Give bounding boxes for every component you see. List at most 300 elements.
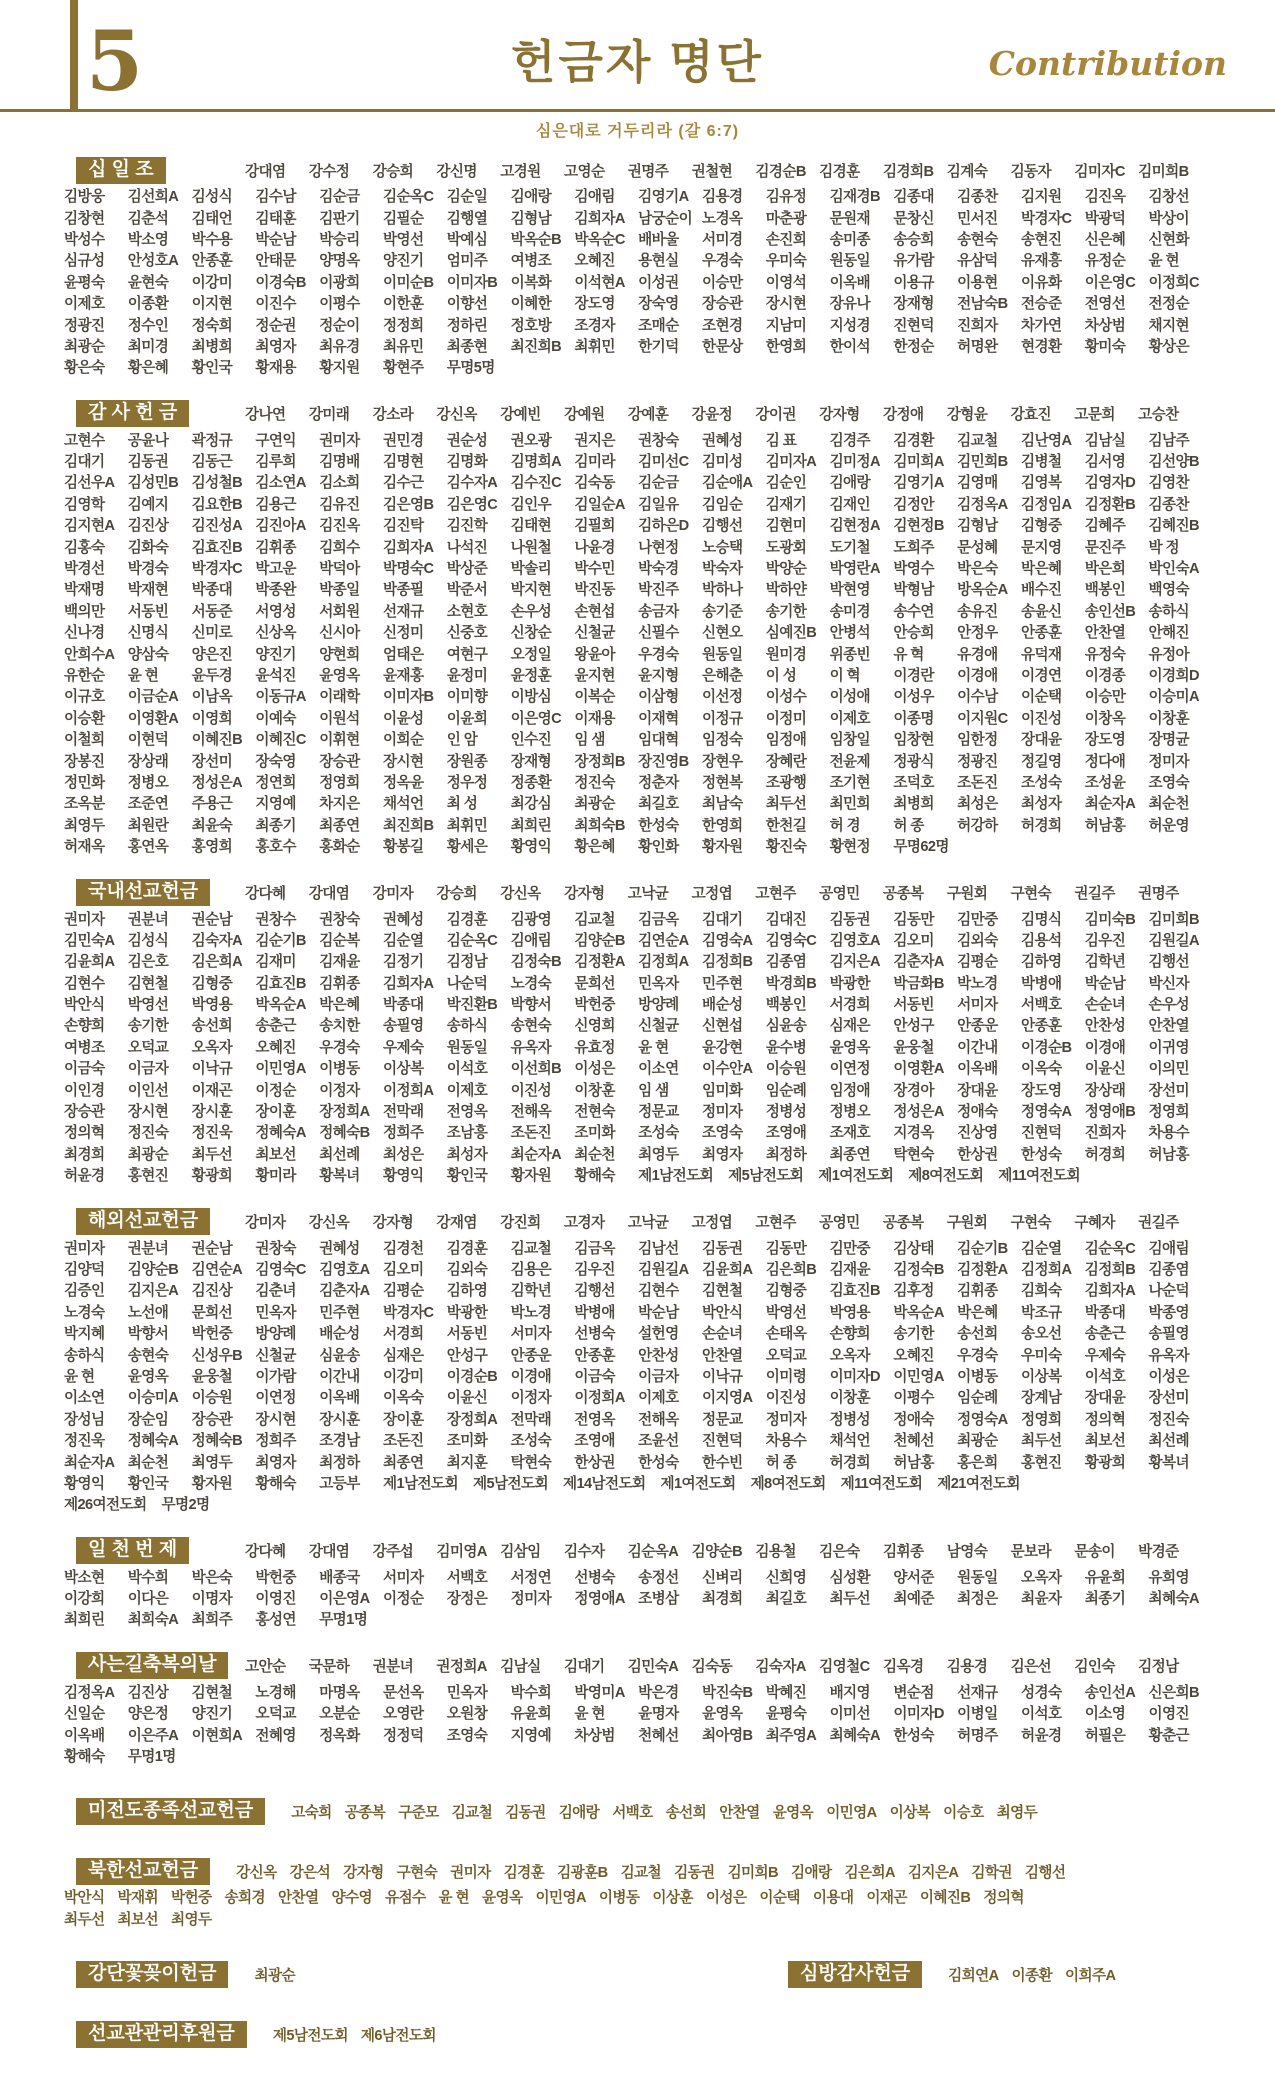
donor-name: 정진욱 [191, 1125, 233, 1142]
donor-name: 임정애 [765, 732, 807, 749]
donor-name: 이민영A [255, 1061, 306, 1078]
donor-name: 김명배 [319, 454, 360, 471]
donor-name: 최희숙A [127, 1612, 179, 1629]
donor-name: 김평순 [382, 1283, 424, 1300]
donor-name: 안성호A [127, 253, 179, 270]
donor-name: 강대염 [308, 885, 350, 902]
donor-name: 최보선 [117, 1911, 158, 1928]
donor-name: 권지은 [574, 432, 615, 449]
donor-name: 전영옥 [574, 1411, 615, 1428]
donor-name: 김창현 [64, 210, 105, 227]
donor-name: 신현화 [1148, 231, 1190, 248]
donor-name: 정춘자 [638, 774, 679, 791]
donor-name: 제5남전도회 [728, 1168, 804, 1185]
donor-name: 최두선 [829, 1591, 871, 1608]
donor-name: 고숙희 [291, 1804, 332, 1821]
donor-name: 권혜성 [319, 1240, 360, 1257]
donor-name: 박지현 [510, 582, 552, 599]
donor-name: 윤평숙 [765, 1706, 807, 1723]
donor-name: 우경숙 [638, 646, 679, 663]
donor-name: 차용수 [765, 1433, 807, 1450]
donor-name: 허윤경 [1020, 1727, 1062, 1744]
section-label-slot [64, 400, 245, 427]
donor-name: 김미희B [1148, 911, 1199, 928]
donor-name: 황해숙 [255, 1475, 296, 1492]
donor-name: 오옥자 [829, 1347, 871, 1364]
donor-name: 최희린 [510, 817, 552, 834]
donor-name: 김동권 [701, 1240, 743, 1257]
donor-name: 제1여전도회 [660, 1475, 736, 1492]
donor-name: 윤평숙 [64, 274, 105, 291]
donor-name: 김경순B [755, 163, 806, 180]
donor-name: 윤 현 [127, 668, 159, 684]
donor-name: 김종찬 [957, 189, 998, 206]
donor-name: 이미자D [829, 1368, 880, 1385]
donor-name: 장이훈 [382, 1411, 424, 1428]
donor-name: 이경애 [957, 668, 998, 684]
donor-name: 조준연 [127, 796, 169, 813]
donor-name: 이동규A [255, 689, 306, 706]
donor-name: 김윤희A [64, 954, 115, 971]
donor-name: 정문교 [701, 1411, 743, 1428]
section-label: 감 사 헌 금 [76, 400, 189, 427]
donor-name: 김용근 [255, 496, 296, 513]
donor-name: 신필수 [638, 625, 679, 642]
donor-name: 유옥자 [510, 1039, 552, 1056]
donor-name: 문송이 [1074, 1543, 1115, 1560]
donor-name: 김정옥A [64, 1684, 115, 1701]
donor-name: 송금자 [638, 603, 679, 620]
donor-name: 송기한 [765, 603, 807, 620]
donor-name: 서백호 [446, 1569, 488, 1586]
donor-name: 전혜영 [255, 1727, 296, 1744]
donor-name: 윤두경 [191, 668, 233, 684]
donor-name: 김정기 [382, 954, 424, 971]
donor-name: 이옥배 [64, 1727, 105, 1744]
donor-name: 최광순 [64, 338, 105, 355]
donor-name: 조경자 [574, 317, 615, 334]
donor-name: 윤 현 [1148, 253, 1179, 270]
donor-name: 이미자B [382, 689, 434, 706]
donor-name: 임미화 [701, 1082, 743, 1099]
name-row [64, 1206, 1224, 1236]
donor-name: 조경남 [319, 1433, 360, 1450]
section-label: 심방감사헌금 [788, 1961, 922, 1988]
donor-name: 김정남 [1138, 1659, 1179, 1676]
donor-name: 이정규 [701, 710, 743, 727]
donor-name: 김숙동 [691, 1659, 733, 1676]
donor-name: 박은혜 [319, 997, 360, 1014]
name-row [64, 1078, 1224, 1099]
donor-name: 김애랑 [829, 475, 871, 492]
donor-name: 김수자A [446, 475, 498, 492]
name-row [64, 1908, 1224, 1929]
donor-name: 박성수 [64, 231, 105, 248]
donor-name: 김휘종 [319, 975, 360, 992]
donor-name: 강소라 [372, 407, 414, 424]
donor-name: 나윤경 [574, 539, 615, 556]
donor-name: 김미라 [574, 454, 615, 471]
donor-name: 손우성 [1148, 997, 1190, 1014]
donor-name: 이정희C [1148, 274, 1199, 291]
donor-name: 박영선 [127, 997, 169, 1014]
section-label: 일 천 번 제 [76, 1537, 189, 1564]
donor-name: 권분녀 [127, 911, 169, 928]
donor-name: 김현정B [893, 518, 944, 535]
name-row [64, 1608, 1224, 1629]
donor-name: 전윤제 [829, 753, 871, 770]
donor-name: 이승원 [765, 1061, 807, 1078]
donor-name: 김효진B [255, 975, 306, 992]
donor-name: 임 샘 [574, 732, 605, 749]
donor-name: 김미정A [829, 454, 880, 471]
donor-name: 최휘민 [574, 338, 615, 355]
donor-name: 차상범 [1084, 317, 1126, 334]
donor-name: 안태문 [255, 253, 296, 270]
donor-name: 이간내 [957, 1039, 998, 1056]
donor-name: 손향희 [64, 1018, 105, 1035]
section-label-slot [64, 2021, 247, 2048]
donor-name: 주용근 [191, 796, 233, 813]
donor-name: 정병성 [765, 1104, 807, 1121]
donor-name: 조매순 [638, 317, 679, 334]
donor-name: 김지현A [64, 518, 115, 535]
donor-name: 김춘자A [893, 954, 944, 971]
donor-name: 도기철 [829, 539, 871, 556]
donor-name: 최희숙B [574, 817, 625, 834]
name-row [64, 313, 1224, 334]
donor-name: 이현덕 [127, 732, 169, 749]
donor-name: 장순임 [127, 1411, 169, 1428]
donor-name: 지남미 [765, 317, 807, 334]
donor-name: 송현숙 [127, 1347, 169, 1364]
donor-name: 이은영C [510, 710, 562, 727]
donor-name: 정의혁 [64, 1125, 105, 1142]
donor-name: 한상권 [574, 1454, 615, 1471]
donor-name: 김하영 [446, 1283, 488, 1300]
donor-name: 김진학 [446, 518, 488, 535]
donor-name: 황영익 [510, 839, 552, 856]
donor-name: 정영애B [1084, 1104, 1136, 1121]
donor-name: 허남홍 [893, 1454, 934, 1471]
donor-name: 무명62명 [893, 839, 949, 856]
donor-name: 김희숙 [1020, 1283, 1062, 1300]
donor-name: 오혜진 [574, 253, 615, 270]
donor-name: 박경준 [1138, 1543, 1179, 1560]
donor-name: 엄미주 [446, 253, 488, 270]
donor-name: 김정남 [446, 954, 488, 971]
donor-name: 이복화 [510, 274, 552, 291]
donor-name: 김후정 [893, 1283, 934, 1300]
donor-name: 박숙경 [638, 561, 679, 578]
donor-name: 정희주 [382, 1125, 424, 1142]
donor-name: 이경종 [1084, 668, 1126, 684]
donor-name: 장봉진 [64, 753, 105, 770]
donor-name: 엄태은 [382, 646, 424, 663]
donor-name: 서미자 [957, 997, 998, 1014]
donor-name: 윤수병 [765, 1039, 807, 1056]
donor-name: 이정자 [510, 1390, 552, 1407]
donor-name: 용현실 [638, 253, 679, 270]
donor-name: 이상복 [382, 1061, 424, 1078]
donor-name: 이성권 [638, 274, 679, 291]
donor-name: 김진상 [127, 518, 169, 535]
donor-name: 김윤희A [701, 1261, 753, 1278]
donor-name: 김지은A [829, 954, 880, 971]
donor-name: 김은희A [191, 954, 243, 971]
donor-name: 김대진 [765, 911, 807, 928]
donor-name: 정민화 [64, 774, 105, 791]
donor-name: 이석현A [574, 274, 625, 291]
donor-name: 최지훈 [446, 1454, 488, 1471]
section-label-slot [64, 1208, 245, 1235]
donor-name: 박은숙 [191, 1569, 233, 1586]
donor-name: 심성환 [829, 1569, 871, 1586]
name-row [64, 1651, 1224, 1681]
donor-name: 윤 현 [574, 1706, 605, 1723]
donor-name: 신은혜 [1084, 231, 1126, 248]
donor-name: 황광희 [1084, 1454, 1126, 1471]
section-label-slot [64, 1537, 245, 1564]
name-row [64, 1472, 1224, 1493]
name-row [64, 1702, 1224, 1723]
donor-name: 유한순 [64, 668, 105, 684]
donor-name: 유정순 [1084, 253, 1126, 270]
donor-name: 강형윤 [946, 407, 988, 424]
name-row [64, 1100, 1224, 1121]
donor-name: 이옥숙 [382, 1390, 424, 1407]
donor-name: 송하식 [1148, 603, 1190, 620]
section-unreached-mission [64, 1796, 1224, 1826]
donor-name: 무명2명 [161, 1497, 210, 1514]
donor-name: 강신명 [436, 163, 477, 180]
donor-name: 이승만 [701, 274, 743, 291]
donor-name: 이병동 [598, 1890, 640, 1907]
name-row [64, 1723, 1224, 1744]
name-row [64, 206, 1224, 227]
donor-name: 신창순 [510, 625, 552, 642]
donor-name: 정병오 [127, 774, 169, 791]
name-row [64, 1450, 1224, 1471]
donor-name: 이순택 [759, 1890, 800, 1907]
donor-name: 권정희A [436, 1659, 487, 1676]
donor-name: 진현덕 [1020, 1125, 1062, 1142]
donor-name: 최성은 [957, 796, 998, 813]
donor-name: 김병철 [1020, 454, 1062, 471]
donor-name: 정미자 [765, 1411, 807, 1428]
donor-name: 김현철 [127, 975, 169, 992]
donor-name: 이옥배 [957, 1061, 998, 1078]
donor-name: 이병동 [319, 1061, 360, 1078]
donor-name: 김만중 [829, 1240, 871, 1257]
donor-name: 박헌중 [191, 1326, 233, 1343]
donor-name: 김인숙 [1074, 1659, 1115, 1676]
donor-name: 최종기 [255, 817, 296, 834]
donor-name: 정정덕 [382, 1727, 424, 1744]
donor-name: 박종대 [1084, 1304, 1126, 1321]
donor-name: 우미숙 [765, 253, 807, 270]
page-subtitle: 심은대로 거두리라 (갈 6:7) [535, 123, 740, 140]
donor-name: 김판기 [319, 210, 360, 227]
donor-name: 정성은A [893, 1104, 944, 1121]
donor-name: 김성식 [127, 932, 169, 949]
donor-name: 정의혁 [983, 1890, 1024, 1907]
donor-name: 이상복 [889, 1804, 931, 1821]
donor-name: 고현수 [64, 432, 105, 449]
donor-name: 박옥순B [510, 231, 562, 248]
donor-name: 이 성 [765, 668, 797, 684]
donor-name: 김애림 [574, 189, 615, 206]
donor-name: 김방웅 [64, 189, 105, 206]
donor-name: 박하나 [701, 582, 743, 599]
donor-name: 오분순 [319, 1706, 360, 1723]
donor-name: 윤 현 [438, 1890, 469, 1907]
donor-name: 여현구 [446, 646, 488, 663]
donor-name: 김현철 [191, 1684, 233, 1701]
donor-name: 강나연 [245, 407, 286, 424]
donor-name: 지경옥 [893, 1125, 934, 1142]
donor-name: 설헌영 [638, 1326, 679, 1343]
donor-name: 김난영A [1020, 432, 1072, 449]
donor-name: 장시훈 [191, 1104, 233, 1121]
donor-name: 조광행 [765, 774, 807, 791]
name-row [64, 707, 1224, 728]
name-row [64, 1408, 1224, 1429]
donor-name: 한성숙 [1020, 1146, 1062, 1163]
donor-name: 박안식 [64, 1890, 105, 1907]
donor-name: 김미성 [701, 454, 743, 471]
donor-name: 위종빈 [829, 646, 871, 663]
donor-name: 유희영 [1148, 1569, 1190, 1586]
donor-name: 이창훈 [574, 1082, 615, 1099]
donor-name: 황현정 [829, 839, 871, 856]
donor-name: 강자형 [819, 407, 860, 424]
donor-name: 김경훈 [819, 163, 860, 180]
donor-name: 최보선 [1084, 1433, 1126, 1450]
name-row [64, 1343, 1224, 1364]
donor-name: 손현섭 [574, 603, 615, 620]
donor-name: 김평순 [957, 954, 998, 971]
donor-name: 이혜진C [255, 732, 306, 749]
donor-name: 김민희B [957, 454, 1008, 471]
donor-name: 이광희 [319, 274, 360, 291]
donor-name: 김태훈 [255, 210, 296, 227]
donor-name: 정병오 [829, 1104, 871, 1121]
donor-name: 김경훈 [503, 1864, 545, 1881]
donor-name: 황은숙 [64, 360, 105, 377]
donor-name: 박종필 [382, 582, 424, 599]
donor-name: 허명완 [957, 338, 998, 355]
donor-name: 이혜진B [919, 1890, 971, 1907]
donor-name: 장계남 [1020, 1390, 1062, 1407]
donor-name: 김상태 [893, 1240, 934, 1257]
donor-name: 민옥자 [446, 1684, 488, 1701]
donor-name: 박종대 [382, 997, 424, 1014]
donor-name: 황인국 [127, 1475, 169, 1492]
name-row [64, 1386, 1224, 1407]
donor-name: 나순덕 [446, 975, 488, 992]
section-label-slot [64, 879, 245, 906]
name-row [64, 535, 1224, 556]
donor-name: 최 성 [446, 796, 478, 813]
donor-name: 박경희B [765, 975, 817, 992]
donor-name: 정영숙A [1020, 1104, 1072, 1121]
donor-name: 이은영C [1084, 274, 1136, 291]
donor-name: 황자원 [191, 1475, 233, 1492]
donor-name: 김은선 [1010, 1659, 1052, 1676]
donor-name: 최순자A [510, 1146, 562, 1163]
donor-name: 이옥배 [829, 274, 871, 291]
donor-name: 제21여전도회 [937, 1475, 1020, 1492]
donor-name: 이종환 [127, 296, 169, 313]
donor-name: 박재휘 [117, 1890, 158, 1907]
donor-name: 김필순 [382, 210, 424, 227]
donor-name: 손우성 [510, 603, 552, 620]
donor-name: 정진욱 [64, 1433, 105, 1450]
donor-name: 박향서 [510, 997, 552, 1014]
donor-name: 이의민 [1148, 1061, 1190, 1078]
donor-name: 문진주 [1084, 539, 1126, 556]
donor-name: 허강하 [957, 817, 998, 834]
donor-name: 정광진 [957, 753, 998, 770]
donor-name: 송현숙 [957, 231, 998, 248]
donor-name: 안성구 [893, 1018, 934, 1035]
donor-name: 이연정 [829, 1061, 871, 1078]
donor-name: 이석호 [446, 1061, 488, 1078]
donor-name: 김숙자A [755, 1659, 806, 1676]
donor-name: 유 혁 [893, 646, 924, 663]
donor-name: 현경환 [1020, 338, 1062, 355]
donor-name: 최두선 [1020, 1433, 1062, 1450]
donor-name: 송하식 [446, 1018, 488, 1035]
section-flower-visitation-pair [64, 1959, 1224, 1989]
donor-name: 안찬성 [1084, 1018, 1126, 1035]
donor-name: 최정하 [319, 1454, 360, 1471]
donor-name: 최영자 [255, 1454, 296, 1471]
donor-name: 공영민 [819, 885, 860, 902]
donor-name: 고경원 [500, 163, 541, 180]
donor-name: 김연순A [191, 1261, 243, 1278]
donor-name: 장상래 [127, 753, 169, 770]
donor-name: 오정일 [510, 646, 552, 663]
donor-name: 김우진 [1084, 932, 1126, 949]
donor-name: 황미라 [255, 1168, 296, 1185]
donor-name: 우경숙 [319, 1039, 360, 1056]
donor-name: 안찬열 [701, 1347, 743, 1364]
donor-name: 박병애 [574, 1304, 615, 1321]
donor-name: 김춘석 [127, 210, 169, 227]
donor-name: 심윤송 [319, 1347, 360, 1364]
donor-name: 유윤희 [1084, 1569, 1126, 1586]
name-row [64, 600, 1224, 621]
donor-name: 김진성A [191, 518, 243, 535]
donor-name: 김숙자A [191, 932, 243, 949]
donor-name: 김민숙A [64, 932, 115, 949]
donor-name: 노경숙 [510, 975, 552, 992]
donor-name: 김인우 [510, 496, 552, 513]
donor-name: 한성숙 [638, 1454, 679, 1471]
donor-name: 이선정 [701, 689, 743, 706]
donor-name: 고안순 [245, 1659, 286, 1676]
donor-name: 최길호 [765, 1591, 807, 1608]
donor-name: 서동빈 [446, 1326, 488, 1343]
donor-name: 장상래 [1084, 1082, 1126, 1099]
donor-name: 박준서 [446, 582, 488, 599]
donor-name: 송인선A [1084, 1684, 1136, 1701]
donor-name: 무명1명 [127, 1749, 176, 1766]
donor-name: 김용경 [946, 1659, 988, 1676]
donor-name: 전남숙B [957, 296, 1008, 313]
